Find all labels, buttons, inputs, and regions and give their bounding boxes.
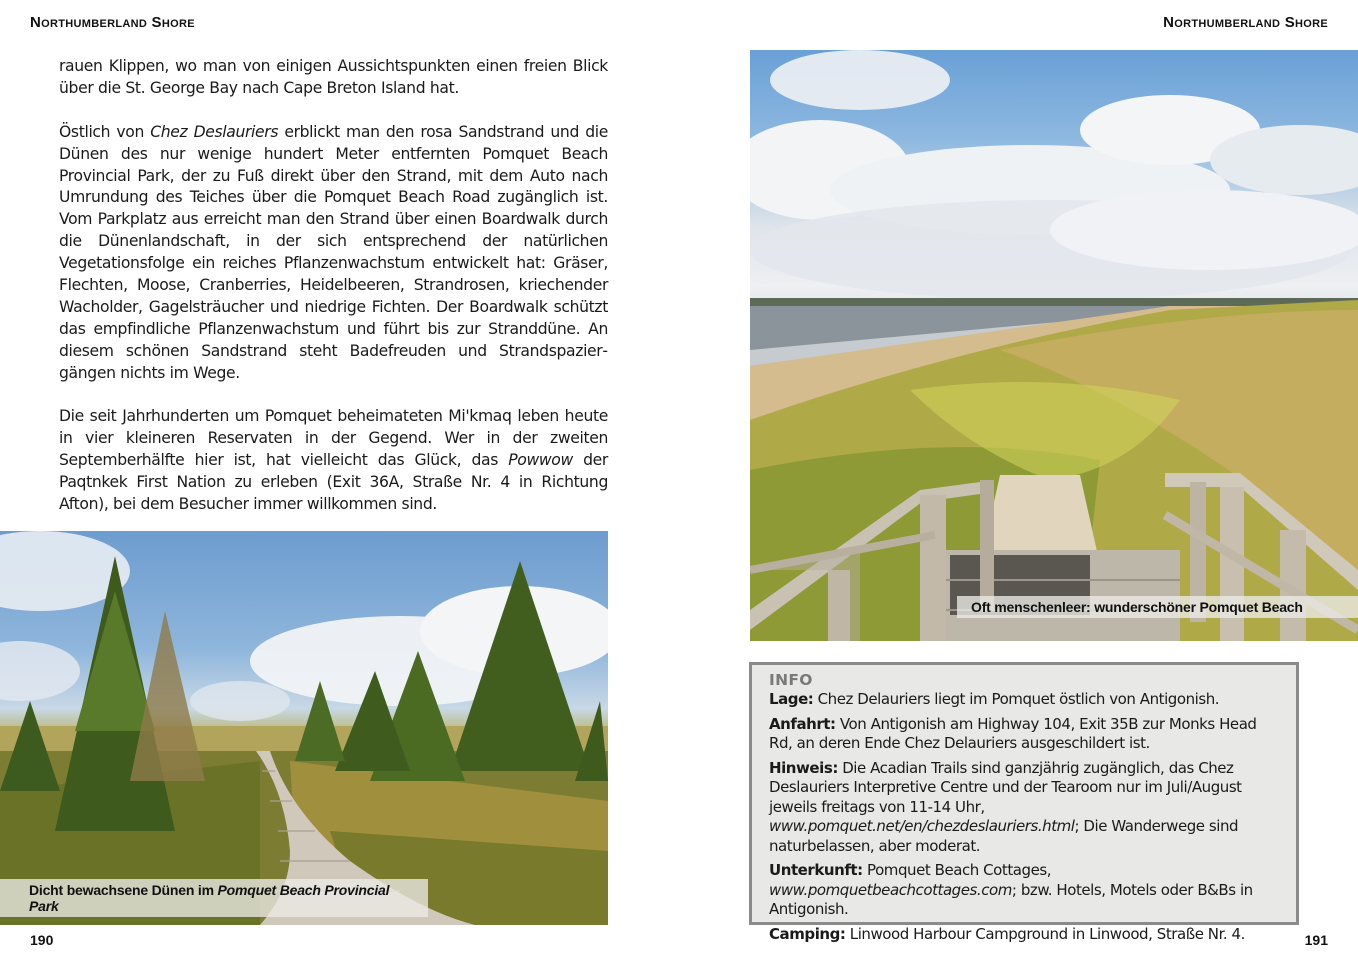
link-pomquet[interactable]: www.pomquet.net/en/chezdeslauriers.html <box>769 817 1075 835</box>
photo-beach-boardwalk <box>750 50 1358 641</box>
info-entry-anfahrt: Anfahrt: Von Antigonish am Highway 104, Exit 35B zur Monks Head Rd, an deren Ende Chez Delauriers ausgeschildert ist. <box>769 714 1257 752</box>
running-head-right: Northumberland Shore <box>1163 14 1328 31</box>
page-number-left: 190 <box>30 932 54 948</box>
paragraph-3: Die seit Jahrhunderten um Pomquet beheimateten Mi'kmaq leben heute in vier kleineren Reservaten in der Gegend. Wer in der zweiten Septemberhälfte hier ist, hat vielleicht das Glück, das Powwow der Paqtnkek First Nation zu erleben (Exit 36A, Straße Nr. 4 in Richtung Afton), bei dem Besucher immer willkommen sind. <box>59 407 608 514</box>
page-number-right: 191 <box>1304 932 1328 948</box>
photo-caption-left: Dicht bewachsene Dünen im Pomquet Beach Provincial Park <box>0 879 428 917</box>
running-head-left: Northumberland Shore <box>30 14 195 31</box>
paragraph-2: Östlich von Chez Deslauriers erblickt man den rosa Sandstrand und die Dünen des nur wenige hundert Meter entfernten Pomquet Beach Provincial Park, der zu Fuß direkt über den Strand, mit dem Auto nach Umrundung des Teiches über die Pomquet Beach Road zugänglich ist. Vom Parkplatz aus erreicht man den Strand über einen Boardwalk durch die Dünenlandschaft, in der sich entsprechend der natürlichen Vegetationsfolge ein reiches Pflanzenwachstum entwickelt hat: Gräser, Flechten, Moose, Cranberries, Heidelbeeren, Strandrosen, kriechender Wacholder, Gagelsträucher und niedrige Fichten. Der Boardwalk schützt das empfindliche Pflanzenwachstum und führt bis zur Stranddüne. An diesem schönen Sandstrand steht Badefreuden und Strandspaziergängen nichts im Wege. <box>59 122 609 382</box>
paragraph-1: rauen Klippen, wo man von einigen Aussichtspunkten einen freien Blick über die St. George Bay nach Cape Breton Island hat. <box>59 57 608 97</box>
beach-boardwalk-illustration <box>750 50 1358 641</box>
info-box <box>749 662 1299 943</box>
photo-caption-right: Oft menschenleer: wunderschöner Pomquet Beach <box>957 596 1358 618</box>
info-entry-hinweis: Hinweis: Die Acadian Trails sind ganzjährig zugänglich, das Chez Deslauriers Interpretive Centre und der Tearoom nur im Juli/August jeweils freitags von 11-14 Uhr, www.pomquet.net/en/chezdeslauriers.html; Die Wanderwege sind naturbelassen, aber moderat. <box>769 758 1242 855</box>
boardwalk-trees-illustration <box>0 531 608 925</box>
info-box-title: INFO <box>769 671 813 689</box>
info-entry-camping: Camping: Linwood Harbour Campground in Linwood, Straße Nr. 4. <box>769 924 1245 943</box>
body-text <box>59 56 608 538</box>
info-entry-unterkunft: Unterkunft: Pomquet Beach Cottages, www.pomquetbeachcottages.com; bzw. Hotels, Motels oder B&Bs in Antigonish. <box>769 861 1253 918</box>
info-entry-lage: Lage: Chez Delauriers liegt im Pomquet östlich von Antigonish. <box>769 690 1220 708</box>
photo-boardwalk-trees <box>0 531 608 925</box>
link-pomquetbeachcottages[interactable]: www.pomquetbeachcottages.com <box>769 880 1012 899</box>
